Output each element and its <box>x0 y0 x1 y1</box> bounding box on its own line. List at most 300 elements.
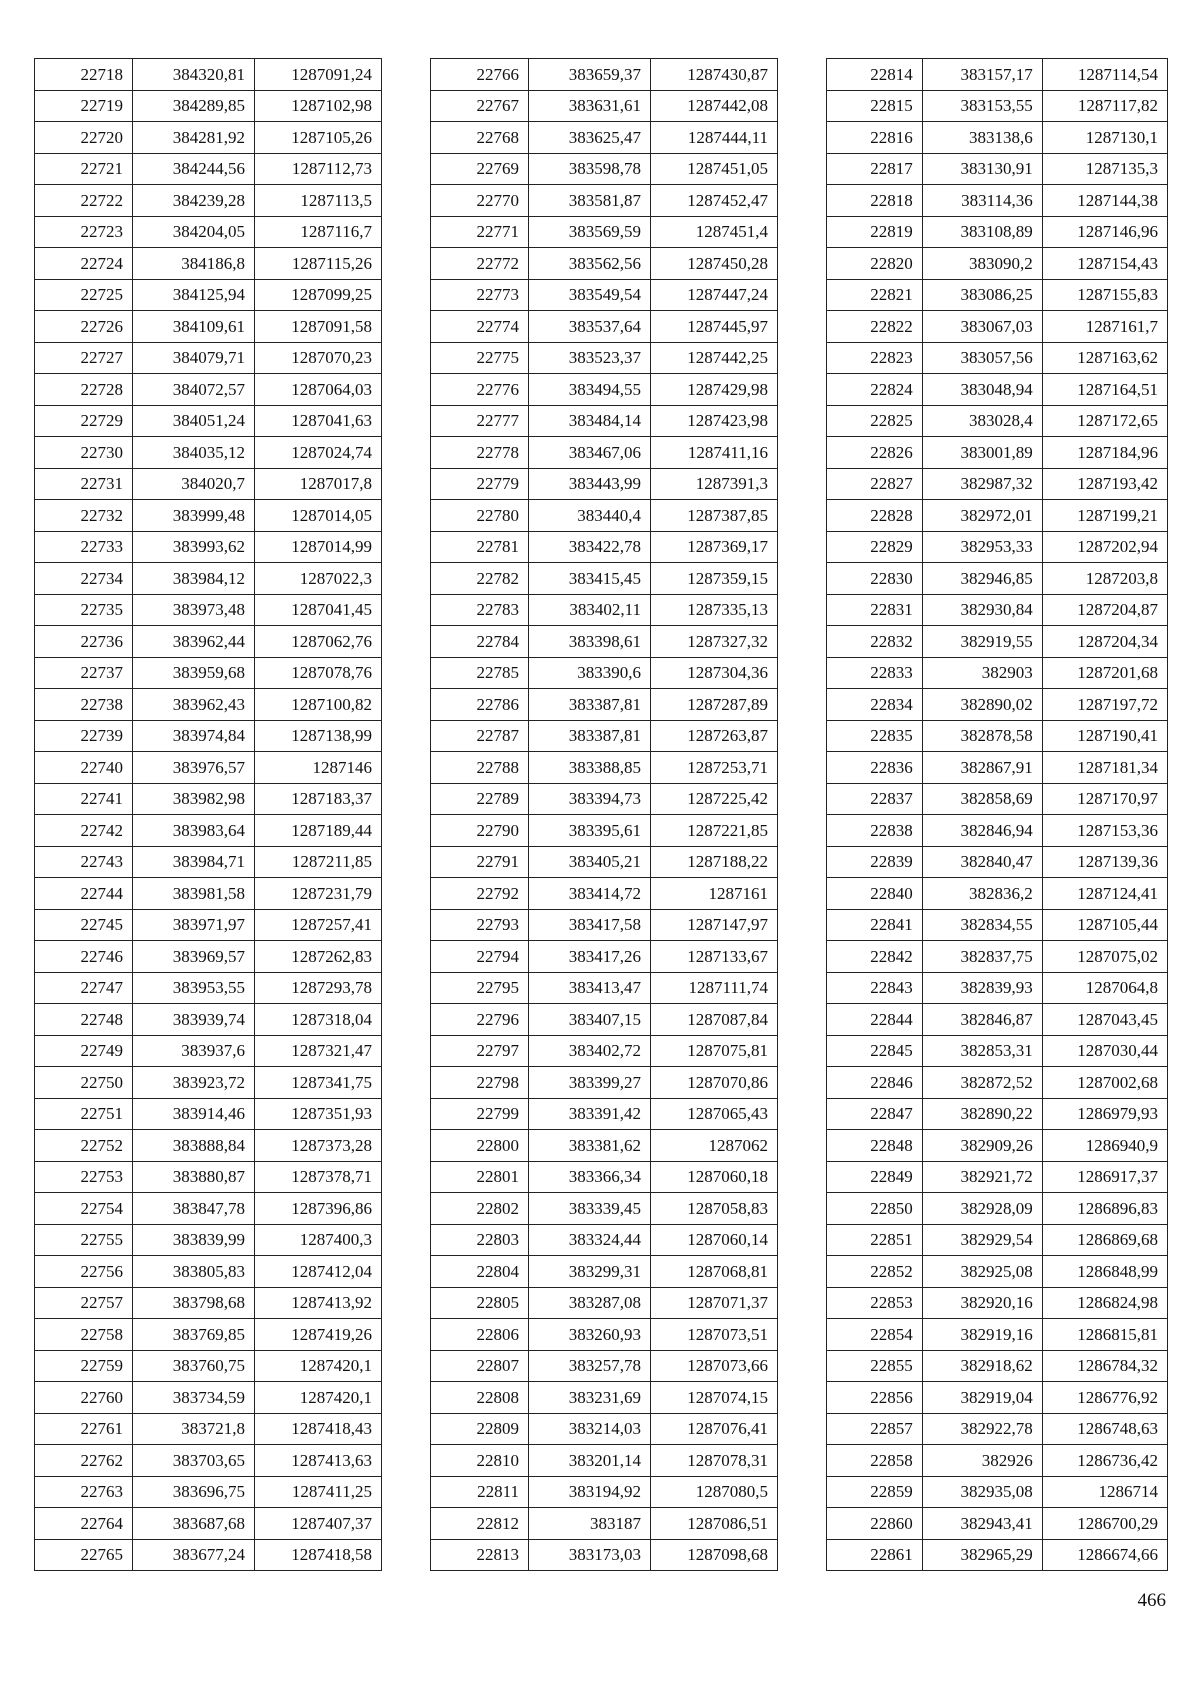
y-coordinate-cell: 1287413,92 <box>255 1287 382 1319</box>
point-number-cell: 22759 <box>35 1350 133 1382</box>
y-coordinate-cell: 1287014,05 <box>255 500 382 532</box>
table-row <box>431 1476 778 1508</box>
table-row <box>827 1287 1168 1319</box>
y-coordinate-cell: 1287002,68 <box>1042 1067 1167 1099</box>
y-coordinate-cell: 1286896,83 <box>1042 1193 1167 1225</box>
table-row <box>35 311 382 343</box>
x-coordinate-cell: 382965,29 <box>922 1539 1042 1571</box>
table-row <box>827 279 1168 311</box>
x-coordinate-cell: 383880,87 <box>133 1161 255 1193</box>
y-coordinate-cell: 1287378,71 <box>255 1161 382 1193</box>
table-row <box>827 122 1168 154</box>
table-row <box>827 374 1168 406</box>
point-number-cell: 22851 <box>827 1224 923 1256</box>
y-coordinate-cell: 1287111,74 <box>651 972 778 1004</box>
x-coordinate-cell: 383939,74 <box>133 1004 255 1036</box>
table-row <box>431 815 778 847</box>
y-coordinate-cell: 1287341,75 <box>255 1067 382 1099</box>
point-number-cell: 22763 <box>35 1476 133 1508</box>
table-row <box>827 815 1168 847</box>
x-coordinate-cell: 383625,47 <box>529 122 651 154</box>
point-number-cell: 22797 <box>431 1035 529 1067</box>
x-coordinate-cell: 384051,24 <box>133 405 255 437</box>
table-row <box>35 783 382 815</box>
point-number-cell: 22737 <box>35 657 133 689</box>
point-number-cell: 22734 <box>35 563 133 595</box>
x-coordinate-cell: 384244,56 <box>133 153 255 185</box>
x-coordinate-cell: 383923,72 <box>133 1067 255 1099</box>
y-coordinate-cell: 1287135,3 <box>1042 153 1167 185</box>
y-coordinate-cell: 1287115,26 <box>255 248 382 280</box>
table-row <box>35 90 382 122</box>
point-number-cell: 22812 <box>431 1508 529 1540</box>
y-coordinate-cell: 1287076,41 <box>651 1413 778 1445</box>
x-coordinate-cell: 383130,91 <box>922 153 1042 185</box>
y-coordinate-cell: 1287041,45 <box>255 594 382 626</box>
x-coordinate-cell: 383953,55 <box>133 972 255 1004</box>
x-coordinate-cell: 383001,89 <box>922 437 1042 469</box>
table-row <box>827 972 1168 1004</box>
point-number-cell: 22750 <box>35 1067 133 1099</box>
table-row <box>431 941 778 973</box>
table-row <box>431 405 778 437</box>
x-coordinate-cell: 382925,08 <box>922 1256 1042 1288</box>
point-number-cell: 22743 <box>35 846 133 878</box>
x-coordinate-cell: 383847,78 <box>133 1193 255 1225</box>
y-coordinate-cell: 1287087,84 <box>651 1004 778 1036</box>
y-coordinate-cell: 1287155,83 <box>1042 279 1167 311</box>
y-coordinate-cell: 1287231,79 <box>255 878 382 910</box>
y-coordinate-cell: 1287400,3 <box>255 1224 382 1256</box>
y-coordinate-cell: 1287161 <box>651 878 778 910</box>
x-coordinate-cell: 384186,8 <box>133 248 255 280</box>
table-row <box>827 90 1168 122</box>
point-number-cell: 22860 <box>827 1508 923 1540</box>
y-coordinate-cell: 1287124,41 <box>1042 878 1167 910</box>
point-number-cell: 22850 <box>827 1193 923 1225</box>
x-coordinate-cell: 383405,21 <box>529 846 651 878</box>
x-coordinate-cell: 383984,71 <box>133 846 255 878</box>
point-number-cell: 22828 <box>827 500 923 532</box>
y-coordinate-cell: 1287444,11 <box>651 122 778 154</box>
y-coordinate-cell: 1287153,36 <box>1042 815 1167 847</box>
point-number-cell: 22801 <box>431 1161 529 1193</box>
point-number-cell: 22813 <box>431 1539 529 1571</box>
point-number-cell: 22859 <box>827 1476 923 1508</box>
x-coordinate-cell: 384204,05 <box>133 216 255 248</box>
point-number-cell: 22739 <box>35 720 133 752</box>
x-coordinate-cell: 384125,94 <box>133 279 255 311</box>
y-coordinate-cell: 1287068,81 <box>651 1256 778 1288</box>
table-row <box>431 1413 778 1445</box>
point-number-cell: 22769 <box>431 153 529 185</box>
table-row <box>827 563 1168 595</box>
x-coordinate-cell: 383390,6 <box>529 657 651 689</box>
x-coordinate-cell: 383394,73 <box>529 783 651 815</box>
point-number-cell: 22858 <box>827 1445 923 1477</box>
point-number-cell: 22817 <box>827 153 923 185</box>
x-coordinate-cell: 383287,08 <box>529 1287 651 1319</box>
x-coordinate-cell: 383598,78 <box>529 153 651 185</box>
point-number-cell: 22780 <box>431 500 529 532</box>
y-coordinate-cell: 1287163,62 <box>1042 342 1167 374</box>
y-coordinate-cell: 1287146 <box>255 752 382 784</box>
x-coordinate-cell: 383028,4 <box>922 405 1042 437</box>
table-row <box>827 1098 1168 1130</box>
x-coordinate-cell: 384079,71 <box>133 342 255 374</box>
table-row <box>35 1350 382 1382</box>
y-coordinate-cell: 1287070,86 <box>651 1067 778 1099</box>
table-row <box>431 594 778 626</box>
y-coordinate-cell: 1286736,42 <box>1042 1445 1167 1477</box>
point-number-cell: 22798 <box>431 1067 529 1099</box>
table-row <box>35 626 382 658</box>
x-coordinate-cell: 383523,37 <box>529 342 651 374</box>
point-number-cell: 22747 <box>35 972 133 1004</box>
x-coordinate-cell: 383976,57 <box>133 752 255 784</box>
table-row <box>827 468 1168 500</box>
x-coordinate-cell: 383959,68 <box>133 657 255 689</box>
y-coordinate-cell: 1287420,1 <box>255 1350 382 1382</box>
point-number-cell: 22796 <box>431 1004 529 1036</box>
y-coordinate-cell: 1287407,37 <box>255 1508 382 1540</box>
table-row <box>35 1130 382 1162</box>
table-row <box>35 374 382 406</box>
y-coordinate-cell: 1287335,13 <box>651 594 778 626</box>
point-number-cell: 22775 <box>431 342 529 374</box>
table-row <box>35 500 382 532</box>
x-coordinate-cell: 382972,01 <box>922 500 1042 532</box>
y-coordinate-cell: 1287412,04 <box>255 1256 382 1288</box>
x-coordinate-cell: 383569,59 <box>529 216 651 248</box>
table-row <box>35 846 382 878</box>
x-coordinate-cell: 383381,62 <box>529 1130 651 1162</box>
coordinate-table-3 <box>826 58 1168 1571</box>
table-row <box>35 1035 382 1067</box>
x-coordinate-cell: 383974,84 <box>133 720 255 752</box>
x-coordinate-cell: 382926 <box>922 1445 1042 1477</box>
table-row <box>431 1004 778 1036</box>
table-row <box>827 248 1168 280</box>
point-number-cell: 22725 <box>35 279 133 311</box>
x-coordinate-cell: 383984,12 <box>133 563 255 595</box>
x-coordinate-cell: 384281,92 <box>133 122 255 154</box>
point-number-cell: 22755 <box>35 1224 133 1256</box>
point-number-cell: 22823 <box>827 342 923 374</box>
x-coordinate-cell: 383417,58 <box>529 909 651 941</box>
y-coordinate-cell: 1287117,82 <box>1042 90 1167 122</box>
table-row <box>431 1098 778 1130</box>
table-row <box>431 878 778 910</box>
point-number-cell: 22774 <box>431 311 529 343</box>
y-coordinate-cell: 1287318,04 <box>255 1004 382 1036</box>
point-number-cell: 22779 <box>431 468 529 500</box>
x-coordinate-cell: 383999,48 <box>133 500 255 532</box>
point-number-cell: 22794 <box>431 941 529 973</box>
y-coordinate-cell: 1287065,43 <box>651 1098 778 1130</box>
table-row <box>431 153 778 185</box>
x-coordinate-cell: 383299,31 <box>529 1256 651 1288</box>
table-row <box>35 1256 382 1288</box>
point-number-cell: 22849 <box>827 1161 923 1193</box>
y-coordinate-cell: 1287221,85 <box>651 815 778 847</box>
table-row <box>827 311 1168 343</box>
y-coordinate-cell: 1287147,97 <box>651 909 778 941</box>
point-number-cell: 22746 <box>35 941 133 973</box>
table-row <box>431 1287 778 1319</box>
table-row <box>827 1067 1168 1099</box>
y-coordinate-cell: 1287204,34 <box>1042 626 1167 658</box>
y-coordinate-cell: 1287017,8 <box>255 468 382 500</box>
x-coordinate-cell: 382878,58 <box>922 720 1042 752</box>
x-coordinate-cell: 383982,98 <box>133 783 255 815</box>
y-coordinate-cell: 1287189,44 <box>255 815 382 847</box>
y-coordinate-cell: 1287086,51 <box>651 1508 778 1540</box>
x-coordinate-cell: 383993,62 <box>133 531 255 563</box>
table-row <box>827 437 1168 469</box>
table-row <box>431 1256 778 1288</box>
x-coordinate-cell: 383962,44 <box>133 626 255 658</box>
y-coordinate-cell: 1287070,23 <box>255 342 382 374</box>
y-coordinate-cell: 1287071,37 <box>651 1287 778 1319</box>
y-coordinate-cell: 1287062 <box>651 1130 778 1162</box>
x-coordinate-cell: 383888,84 <box>133 1130 255 1162</box>
point-number-cell: 22730 <box>35 437 133 469</box>
point-number-cell: 22827 <box>827 468 923 500</box>
y-coordinate-cell: 1286714 <box>1042 1476 1167 1508</box>
y-coordinate-cell: 1287138,99 <box>255 720 382 752</box>
point-number-cell: 22789 <box>431 783 529 815</box>
y-coordinate-cell: 1287030,44 <box>1042 1035 1167 1067</box>
point-number-cell: 22782 <box>431 563 529 595</box>
x-coordinate-cell: 382834,55 <box>922 909 1042 941</box>
y-coordinate-cell: 1287105,44 <box>1042 909 1167 941</box>
point-number-cell: 22820 <box>827 248 923 280</box>
x-coordinate-cell: 383114,36 <box>922 185 1042 217</box>
point-number-cell: 22841 <box>827 909 923 941</box>
y-coordinate-cell: 1286869,68 <box>1042 1224 1167 1256</box>
y-coordinate-cell: 1287105,26 <box>255 122 382 154</box>
point-number-cell: 22751 <box>35 1098 133 1130</box>
point-number-cell: 22785 <box>431 657 529 689</box>
table-row <box>35 594 382 626</box>
table-row <box>35 689 382 721</box>
table-row <box>827 153 1168 185</box>
point-number-cell: 22833 <box>827 657 923 689</box>
table-row <box>431 342 778 374</box>
x-coordinate-cell: 382858,69 <box>922 783 1042 815</box>
x-coordinate-cell: 383422,78 <box>529 531 651 563</box>
table-row <box>431 1319 778 1351</box>
y-coordinate-cell: 1287359,15 <box>651 563 778 595</box>
x-coordinate-cell: 383138,6 <box>922 122 1042 154</box>
y-coordinate-cell: 1287450,28 <box>651 248 778 280</box>
point-number-cell: 22853 <box>827 1287 923 1319</box>
x-coordinate-cell: 383417,26 <box>529 941 651 973</box>
y-coordinate-cell: 1287253,71 <box>651 752 778 784</box>
table-row <box>827 1224 1168 1256</box>
y-coordinate-cell: 1287024,74 <box>255 437 382 469</box>
table-row <box>35 279 382 311</box>
y-coordinate-cell: 1287060,14 <box>651 1224 778 1256</box>
point-number-cell: 22826 <box>827 437 923 469</box>
y-coordinate-cell: 1286815,81 <box>1042 1319 1167 1351</box>
table-row <box>827 342 1168 374</box>
table-row <box>431 689 778 721</box>
table-row <box>827 878 1168 910</box>
x-coordinate-cell: 383402,11 <box>529 594 651 626</box>
table-row <box>431 752 778 784</box>
x-coordinate-cell: 383769,85 <box>133 1319 255 1351</box>
table-row <box>827 1350 1168 1382</box>
table-row <box>35 1445 382 1477</box>
x-coordinate-cell: 383387,81 <box>529 689 651 721</box>
point-number-cell: 22768 <box>431 122 529 154</box>
x-coordinate-cell: 383090,2 <box>922 248 1042 280</box>
y-coordinate-cell: 1287411,16 <box>651 437 778 469</box>
point-number-cell: 22728 <box>35 374 133 406</box>
x-coordinate-cell: 382890,02 <box>922 689 1042 721</box>
x-coordinate-cell: 383153,55 <box>922 90 1042 122</box>
x-coordinate-cell: 383937,6 <box>133 1035 255 1067</box>
x-coordinate-cell: 383067,03 <box>922 311 1042 343</box>
point-number-cell: 22855 <box>827 1350 923 1382</box>
table-row <box>431 374 778 406</box>
table-row <box>827 1035 1168 1067</box>
x-coordinate-cell: 382839,93 <box>922 972 1042 1004</box>
y-coordinate-cell: 1286748,63 <box>1042 1413 1167 1445</box>
x-coordinate-cell: 383108,89 <box>922 216 1042 248</box>
point-number-cell: 22721 <box>35 153 133 185</box>
point-number-cell: 22844 <box>827 1004 923 1036</box>
point-number-cell: 22732 <box>35 500 133 532</box>
point-number-cell: 22804 <box>431 1256 529 1288</box>
x-coordinate-cell: 383696,75 <box>133 1476 255 1508</box>
table-row <box>827 941 1168 973</box>
point-number-cell: 22767 <box>431 90 529 122</box>
point-number-cell: 22800 <box>431 1130 529 1162</box>
y-coordinate-cell: 1287164,51 <box>1042 374 1167 406</box>
table-row <box>431 90 778 122</box>
point-number-cell: 22773 <box>431 279 529 311</box>
point-number-cell: 22811 <box>431 1476 529 1508</box>
table-row <box>35 342 382 374</box>
x-coordinate-cell: 384072,57 <box>133 374 255 406</box>
table-row <box>827 1256 1168 1288</box>
table-row <box>35 1004 382 1036</box>
point-number-cell: 22834 <box>827 689 923 721</box>
y-coordinate-cell: 1287445,97 <box>651 311 778 343</box>
table-row <box>431 500 778 532</box>
y-coordinate-cell: 1287429,98 <box>651 374 778 406</box>
table-row <box>431 279 778 311</box>
table-row <box>827 405 1168 437</box>
x-coordinate-cell: 383157,17 <box>922 59 1042 91</box>
point-number-cell: 22777 <box>431 405 529 437</box>
x-coordinate-cell: 383414,72 <box>529 878 651 910</box>
point-number-cell: 22822 <box>827 311 923 343</box>
y-coordinate-cell: 1287451,4 <box>651 216 778 248</box>
x-coordinate-cell: 383659,37 <box>529 59 651 91</box>
x-coordinate-cell: 382928,09 <box>922 1193 1042 1225</box>
y-coordinate-cell: 1287041,63 <box>255 405 382 437</box>
x-coordinate-cell: 383805,83 <box>133 1256 255 1288</box>
table-row <box>827 531 1168 563</box>
point-number-cell: 22748 <box>35 1004 133 1036</box>
point-number-cell: 22754 <box>35 1193 133 1225</box>
table-row <box>35 941 382 973</box>
point-number-cell: 22765 <box>35 1539 133 1571</box>
y-coordinate-cell: 1287022,3 <box>255 563 382 595</box>
point-number-cell: 22749 <box>35 1035 133 1067</box>
y-coordinate-cell: 1287418,58 <box>255 1539 382 1571</box>
point-number-cell: 22839 <box>827 846 923 878</box>
x-coordinate-cell: 383415,45 <box>529 563 651 595</box>
table-row <box>35 1413 382 1445</box>
table-row <box>35 1098 382 1130</box>
x-coordinate-cell: 382903 <box>922 657 1042 689</box>
table-row <box>431 1035 778 1067</box>
point-number-cell: 22856 <box>827 1382 923 1414</box>
point-number-cell: 22766 <box>431 59 529 91</box>
x-coordinate-cell: 384020,7 <box>133 468 255 500</box>
x-coordinate-cell: 383537,64 <box>529 311 651 343</box>
point-number-cell: 22831 <box>827 594 923 626</box>
table-row <box>431 657 778 689</box>
table-row <box>35 720 382 752</box>
point-number-cell: 22861 <box>827 1539 923 1571</box>
x-coordinate-cell: 383398,61 <box>529 626 651 658</box>
table-row <box>827 1130 1168 1162</box>
point-number-cell: 22810 <box>431 1445 529 1477</box>
x-coordinate-cell: 382930,84 <box>922 594 1042 626</box>
y-coordinate-cell: 1287112,73 <box>255 153 382 185</box>
coordinate-table-2 <box>430 58 778 1571</box>
table-row <box>431 437 778 469</box>
point-number-cell: 22783 <box>431 594 529 626</box>
y-coordinate-cell: 1286940,9 <box>1042 1130 1167 1162</box>
table-row <box>827 909 1168 941</box>
point-number-cell: 22845 <box>827 1035 923 1067</box>
x-coordinate-cell: 384109,61 <box>133 311 255 343</box>
point-number-cell: 22807 <box>431 1350 529 1382</box>
x-coordinate-cell: 383549,54 <box>529 279 651 311</box>
table-row <box>35 972 382 1004</box>
point-number-cell: 22741 <box>35 783 133 815</box>
y-coordinate-cell: 1287225,42 <box>651 783 778 815</box>
table-row <box>35 1539 382 1571</box>
x-coordinate-cell: 384320,81 <box>133 59 255 91</box>
table-row <box>431 1382 778 1414</box>
table-row <box>827 1161 1168 1193</box>
table-row <box>431 1130 778 1162</box>
y-coordinate-cell: 1287080,5 <box>651 1476 778 1508</box>
y-coordinate-cell: 1287263,87 <box>651 720 778 752</box>
y-coordinate-cell: 1287442,25 <box>651 342 778 374</box>
x-coordinate-cell: 383086,25 <box>922 279 1042 311</box>
y-coordinate-cell: 1286917,37 <box>1042 1161 1167 1193</box>
point-number-cell: 22803 <box>431 1224 529 1256</box>
table-row <box>431 846 778 878</box>
point-number-cell: 22726 <box>35 311 133 343</box>
x-coordinate-cell: 383366,34 <box>529 1161 651 1193</box>
y-coordinate-cell: 1287369,17 <box>651 531 778 563</box>
point-number-cell: 22835 <box>827 720 923 752</box>
x-coordinate-cell: 383231,69 <box>529 1382 651 1414</box>
y-coordinate-cell: 1287413,63 <box>255 1445 382 1477</box>
y-coordinate-cell: 1287074,15 <box>651 1382 778 1414</box>
x-coordinate-cell: 383057,56 <box>922 342 1042 374</box>
